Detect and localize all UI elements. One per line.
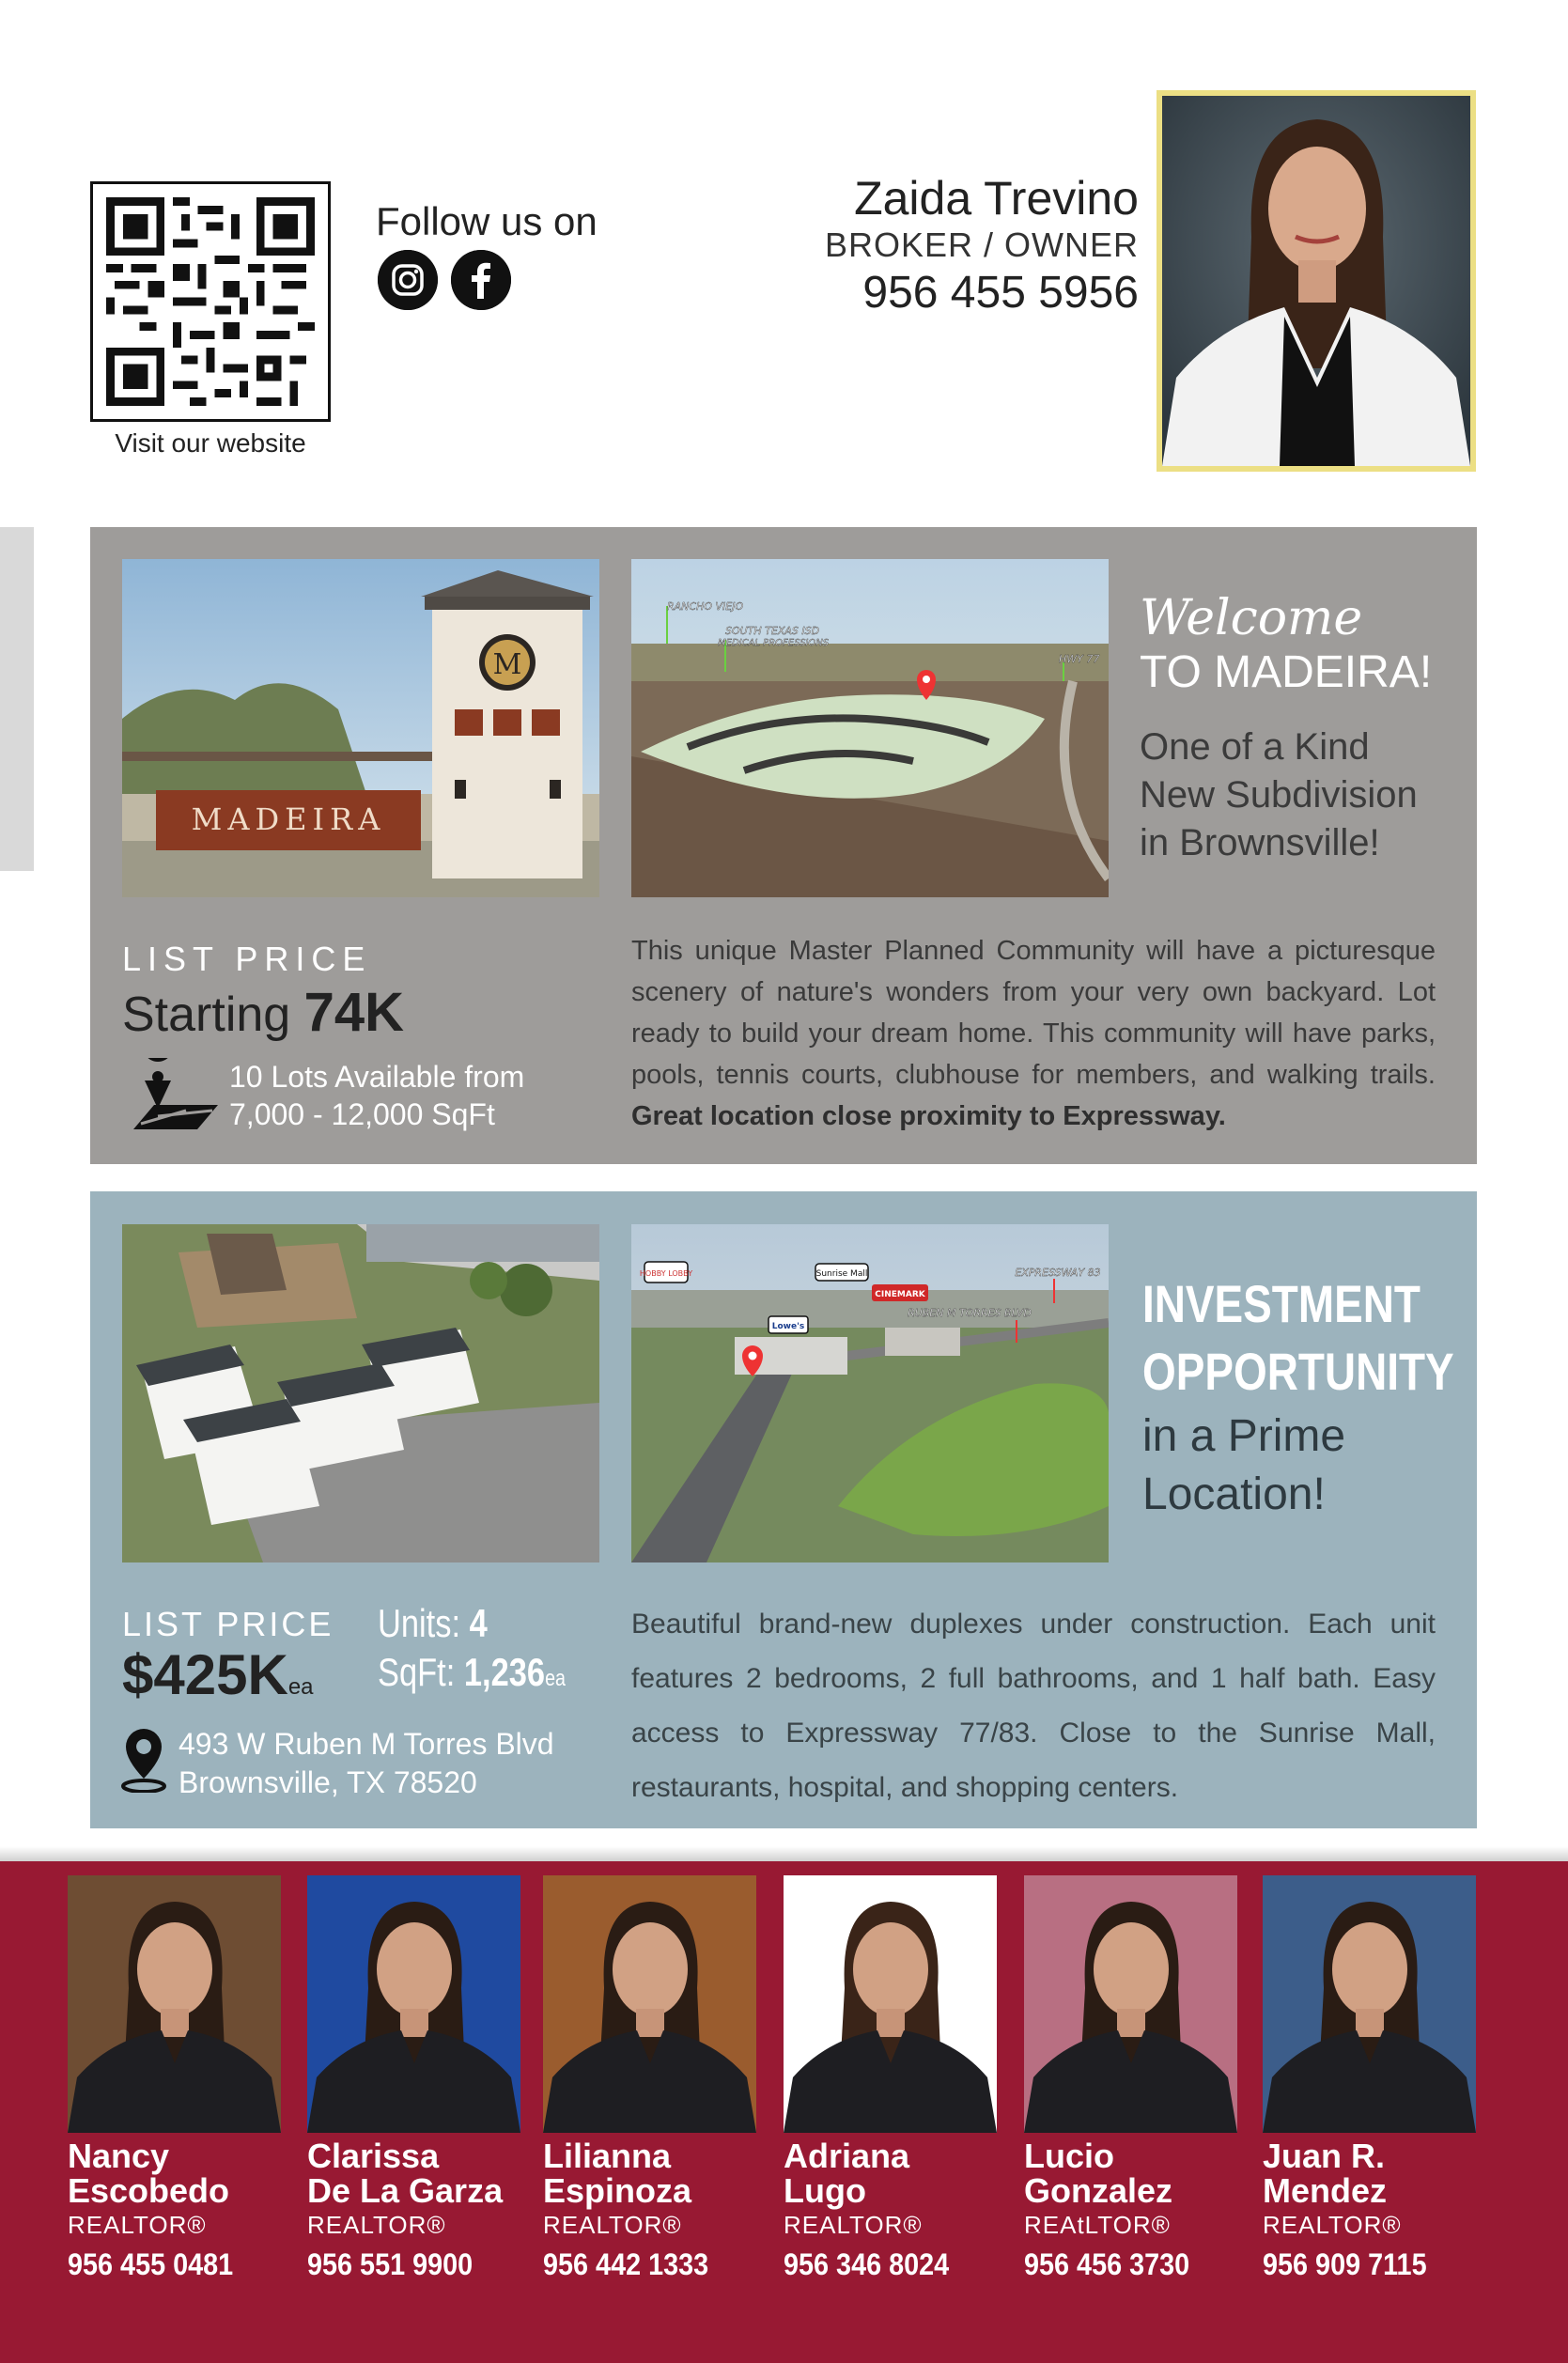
- qr-code-pattern: [106, 197, 315, 406]
- svg-text:CINEMARK: CINEMARK: [875, 1290, 925, 1299]
- team-member-phone[interactable]: 956 442 1333: [543, 2247, 709, 2281]
- team-member-photo: [543, 1875, 756, 2133]
- welcome-script: Welcome: [1140, 590, 1363, 646]
- team-member-photo: [1263, 1875, 1476, 2133]
- team-member-first-name: Lilianna: [543, 2137, 672, 2175]
- madeira-tagline: One of a Kind New Subdivision in Brownsville!: [1140, 726, 1418, 863]
- team-member-last-name: Gonzalez: [1024, 2171, 1173, 2210]
- team-member-photo: [784, 1875, 997, 2133]
- team-member-last-name: Mendez: [1263, 2171, 1388, 2210]
- property-address: 493 W Ruben M Torres Blvd Brownsville, TX 78520: [179, 1727, 554, 1799]
- team-member-last-name: De La Garza: [307, 2171, 504, 2210]
- investment-subtitle: in a Prime Location!: [1142, 1411, 1346, 1519]
- team-member-role: REAtLTOR®: [1024, 2211, 1171, 2239]
- team-member-first-name: Clarissa: [307, 2137, 440, 2175]
- team-member-card: [68, 1875, 284, 2282]
- investment-price: $425Kea: [122, 1643, 314, 1706]
- lots-available: 10 Lots Available from 7,000 - 12,000 SqFt: [229, 1060, 525, 1131]
- agent-role: BROKER / OWNER: [824, 225, 1139, 264]
- team-member-card: [1263, 1875, 1479, 2282]
- agent-name: Zaida Trevino: [854, 172, 1139, 225]
- madeira-entrance-photo: [122, 559, 599, 897]
- team-member-first-name: Juan R.: [1263, 2137, 1386, 2175]
- svg-text:MADEIRA: MADEIRA: [191, 801, 386, 837]
- svg-text:HWY 77: HWY 77: [1059, 653, 1100, 665]
- madeira-description: This unique Master Planned Community will have a picturesque scenery of nature's wonders from your very own backyard. Lot ready to build your dream home. This community will have parks, pools, tennis courts, clubhouse for members, and walking trails. Great location close proximity to Expressway.: [631, 936, 1436, 1131]
- welcome-title: TO MADEIRA!: [1140, 647, 1433, 697]
- team-member-role: REALTOR®: [1263, 2211, 1402, 2239]
- svg-text:Sunrise Mall: Sunrise Mall: [815, 1269, 868, 1279]
- team-member-photo: [68, 1875, 281, 2133]
- team-member-photo: [307, 1875, 520, 2133]
- team-member-last-name: Escobedo: [68, 2171, 230, 2210]
- team-member-role: REALTOR®: [68, 2211, 207, 2239]
- lot-map-pin-icon: [120, 1058, 218, 1129]
- investment-title: INVESTMENT OPPORTUNITY: [1142, 1274, 1454, 1401]
- team-member-phone[interactable]: 956 456 3730: [1024, 2247, 1190, 2281]
- madeira-aerial-map: [631, 559, 1109, 897]
- team-member-card: [784, 1875, 1000, 2282]
- team-member-card: [1024, 1875, 1240, 2282]
- square-footage: SqFt: 1,236ea: [378, 1650, 566, 1694]
- team-member-last-name: Lugo: [784, 2171, 866, 2210]
- team-member-first-name: Lucio: [1024, 2137, 1114, 2175]
- units-count: Units: 4: [378, 1601, 488, 1645]
- qr-caption: Visit our website: [115, 428, 306, 458]
- svg-text:SOUTH TEXAS ISD: SOUTH TEXAS ISD: [725, 625, 820, 637]
- svg-text:HOBBY LOBBY: HOBBY LOBBY: [639, 1269, 693, 1278]
- team-member-role: REALTOR®: [307, 2211, 446, 2239]
- team-member-first-name: Adriana: [784, 2137, 910, 2175]
- agent-phone[interactable]: 956 455 5956: [862, 268, 1139, 318]
- side-tab: [0, 527, 34, 871]
- team-member-photo: [1024, 1875, 1237, 2133]
- svg-text:M: M: [492, 648, 522, 681]
- investment-description: Beautiful brand-new duplexes under construction. Each unit features 2 bedrooms, 2 full bathrooms, and 1 half bath. Easy access to Expressway 77/83. Close to the Sunrise Mall, restaurants, hospital, and shopping centers.: [631, 1609, 1436, 1803]
- duplex-aerial-photo: [122, 1224, 599, 1562]
- team-member-last-name: Espinoza: [543, 2171, 692, 2210]
- svg-text:RANCHO VIEJO: RANCHO VIEJO: [667, 600, 744, 613]
- team-divider: [0, 1846, 1568, 1861]
- team-member-first-name: Nancy: [68, 2137, 170, 2175]
- instagram-icon[interactable]: [378, 250, 438, 310]
- svg-text:MEDICAL PROFESSIONS: MEDICAL PROFESSIONS: [718, 638, 830, 648]
- team-member-phone[interactable]: 956 909 7115: [1263, 2247, 1427, 2281]
- location-aerial-map: [631, 1224, 1109, 1562]
- follow-us-text: Follow us on: [376, 199, 598, 243]
- location-pin-icon: [120, 1727, 167, 1793]
- team-member-card: [307, 1875, 523, 2282]
- list-price-label: LIST PRICE: [122, 940, 372, 978]
- team-member-phone[interactable]: 956 346 8024: [784, 2247, 950, 2281]
- starting-price: Starting 74K: [122, 982, 405, 1043]
- list-price-label: LIST PRICE: [122, 1605, 334, 1643]
- agent-portrait: [1157, 90, 1476, 472]
- team-member-card: [543, 1875, 759, 2282]
- svg-text:RUBEN M TORRES BLVD: RUBEN M TORRES BLVD: [908, 1307, 1032, 1319]
- svg-text:EXPRESSWAY 83: EXPRESSWAY 83: [1015, 1267, 1101, 1279]
- team-member-role: REALTOR®: [543, 2211, 682, 2239]
- team-member-role: REALTOR®: [784, 2211, 923, 2239]
- svg-text:Lowe's: Lowe's: [771, 1322, 805, 1331]
- team-member-phone[interactable]: 956 455 0481: [68, 2247, 234, 2281]
- team-member-phone[interactable]: 956 551 9900: [307, 2247, 474, 2281]
- facebook-icon[interactable]: [451, 250, 511, 310]
- qr-code[interactable]: [90, 181, 331, 422]
